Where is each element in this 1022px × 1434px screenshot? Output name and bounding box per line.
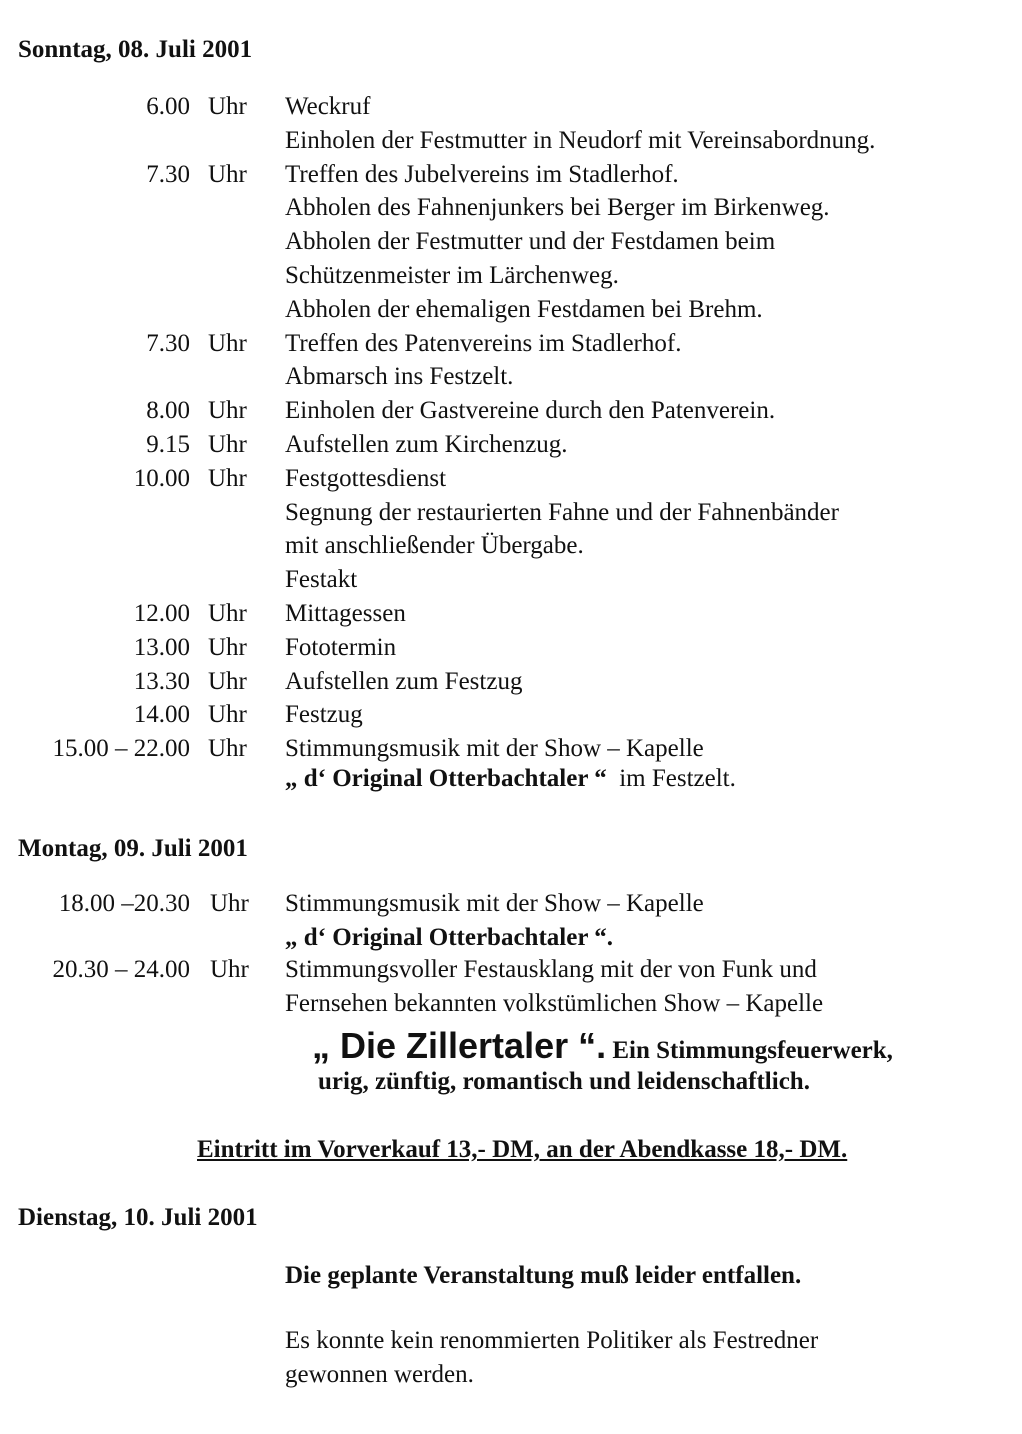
row-unit: Uhr bbox=[208, 701, 247, 729]
schedule-row bbox=[0, 668, 1022, 702]
row-time: 7.30 bbox=[146, 329, 190, 357]
row-unit: Uhr bbox=[208, 93, 247, 120]
schedule-row bbox=[0, 228, 1022, 262]
row-unit: Uhr bbox=[208, 160, 247, 188]
row-text: Treffen des Jubelvereins im Stadlerhof. bbox=[285, 160, 679, 188]
schedule-row bbox=[0, 262, 1022, 296]
row-unit: Uhr bbox=[208, 464, 247, 492]
tuesday-heading: Dienstag, 10. Juli 2001 bbox=[18, 1204, 258, 1231]
row-time: 8.00 bbox=[146, 397, 190, 425]
row-unit: Uhr bbox=[208, 667, 247, 695]
row-text: Stimmungsmusik mit der Show – Kapelle bbox=[285, 735, 704, 763]
schedule-row bbox=[0, 363, 1022, 397]
row-text: Festzug bbox=[285, 701, 363, 729]
row-text: mit anschließender Übergabe. bbox=[285, 532, 584, 560]
row-time: 14.00 bbox=[133, 701, 190, 729]
row-text: Weckruf bbox=[285, 93, 371, 120]
row-time: 10.00 bbox=[133, 464, 190, 492]
row-unit: Uhr bbox=[208, 633, 247, 661]
row-unit: Uhr bbox=[210, 956, 249, 983]
row-text: Abmarsch ins Festzelt. bbox=[285, 363, 514, 391]
row-text: Stimmungsvoller Festausklang mit der von Funk und bbox=[285, 956, 817, 983]
schedule-row bbox=[0, 924, 1022, 958]
zillertaler-line bbox=[312, 1025, 893, 1067]
schedule-row bbox=[0, 956, 1022, 990]
row-time: 13.00 bbox=[133, 633, 190, 661]
cancellation-notice: Die geplante Veranstaltung muß leider entfallen. bbox=[285, 1262, 802, 1289]
zillertaler-tagline: Ein Stimmungsfeuerwerk, bbox=[606, 1037, 893, 1064]
band-name: „ d‘ Original Otterbachtaler “. bbox=[285, 924, 613, 951]
schedule-row bbox=[0, 600, 1022, 634]
cancellation-reason: Es konnte kein renommierten Politiker als Festredner bbox=[285, 1327, 819, 1354]
row-time: 20.30 – 24.00 bbox=[52, 956, 190, 983]
row-text: Abholen der ehemaligen Festdamen bei Brehm. bbox=[285, 295, 763, 323]
admission-prices: Eintritt im Vorverkauf 13,- DM, an der Abendkasse 18,- DM. bbox=[197, 1136, 848, 1163]
schedule-row bbox=[0, 499, 1022, 533]
row-text: Festakt bbox=[285, 566, 358, 594]
row-unit: Uhr bbox=[210, 890, 249, 917]
row-time: 15.00 – 22.00 bbox=[52, 735, 190, 763]
row-unit: Uhr bbox=[208, 329, 247, 357]
row-unit: Uhr bbox=[208, 397, 247, 425]
schedule-row bbox=[0, 890, 1022, 924]
row-unit: Uhr bbox=[208, 431, 247, 458]
cancellation-reason-continued: gewonnen werden. bbox=[285, 1361, 474, 1388]
monday-heading: Montag, 09. Juli 2001 bbox=[18, 835, 248, 862]
row-text: Schützenmeister im Lärchenweg. bbox=[285, 262, 619, 289]
band-location: im Festzelt. bbox=[606, 765, 736, 792]
schedule-row bbox=[0, 330, 1022, 364]
schedule-row bbox=[0, 296, 1022, 330]
row-text: Festgottesdienst bbox=[285, 464, 447, 492]
row-text: Mittagessen bbox=[285, 600, 406, 627]
row-text: Stimmungsmusik mit der Show – Kapelle bbox=[285, 890, 704, 917]
schedule-continuation: Fernsehen bekannten volkstümlichen Show – Kapelle bbox=[285, 990, 824, 1017]
row-text: Aufstellen zum Festzug bbox=[285, 667, 523, 695]
schedule-row bbox=[0, 161, 1022, 195]
schedule-row bbox=[0, 397, 1022, 431]
sunday-heading: Sonntag, 08. Juli 2001 bbox=[18, 36, 253, 63]
row-time: 9.15 bbox=[146, 431, 190, 458]
row-text: Einholen der Festmutter in Neudorf mit Vereinsabordnung. bbox=[285, 126, 876, 154]
row-text: Abholen der Festmutter und der Festdamen beim bbox=[285, 228, 776, 256]
schedule-row bbox=[0, 127, 1022, 161]
row-text: Aufstellen zum Kirchenzug. bbox=[285, 431, 568, 458]
row-text: Treffen des Patenvereins im Stadlerhof. bbox=[285, 329, 682, 357]
row-text: Einholen der Gastvereine durch den Patenverein. bbox=[285, 397, 776, 425]
sunday-band-line bbox=[0, 765, 1022, 799]
row-time: 18.00 –20.30 bbox=[58, 890, 190, 917]
schedule-row bbox=[0, 566, 1022, 600]
row-text: Segnung der restaurierten Fahne und der Fahnenbänder bbox=[285, 498, 839, 526]
row-text: Abholen des Fahnenjunkers bei Berger im Birkenweg. bbox=[285, 194, 830, 222]
row-time: 12.00 bbox=[133, 600, 190, 627]
schedule-row bbox=[0, 93, 1022, 127]
zillertaler-description: urig, zünftig, romantisch und leidenschaftlich. bbox=[318, 1068, 810, 1095]
band-name: „ d‘ Original Otterbachtaler “ bbox=[285, 765, 607, 792]
row-time: 6.00 bbox=[146, 93, 190, 120]
row-time: 13.30 bbox=[133, 667, 190, 695]
schedule-row bbox=[0, 465, 1022, 499]
schedule-row bbox=[0, 532, 1022, 566]
row-text: Fototermin bbox=[285, 633, 397, 661]
row-unit: Uhr bbox=[208, 735, 247, 763]
schedule-row bbox=[0, 194, 1022, 228]
schedule-row bbox=[0, 701, 1022, 735]
schedule-row bbox=[0, 634, 1022, 668]
zillertaler-title: „ Die Zillertaler “. bbox=[312, 1025, 607, 1066]
row-time: 7.30 bbox=[146, 160, 190, 188]
schedule-row bbox=[0, 431, 1022, 465]
row-unit: Uhr bbox=[208, 600, 247, 627]
